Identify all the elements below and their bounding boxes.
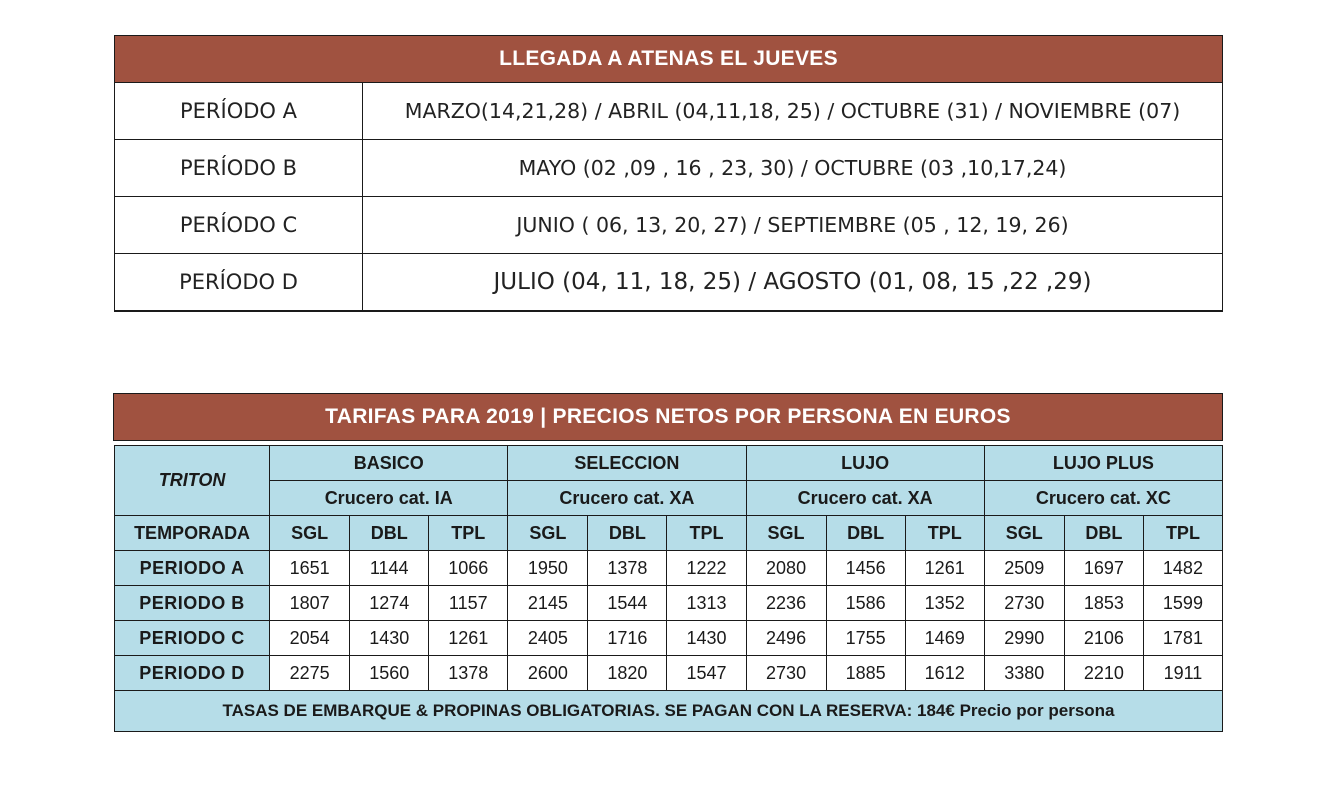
occupancy-header: DBL xyxy=(350,516,429,551)
price-cell: 1456 xyxy=(826,551,905,586)
price-row xyxy=(115,586,1223,621)
period-label: PERÍODO D xyxy=(115,254,363,312)
occupancy-header: DBL xyxy=(826,516,905,551)
price-cell: 1560 xyxy=(350,656,429,691)
price-cell: 2080 xyxy=(746,551,826,586)
occupancy-header: TPL xyxy=(905,516,984,551)
price-cell: 1261 xyxy=(905,551,984,586)
occupancy-header: SGL xyxy=(270,516,350,551)
period-label: PERIODO B xyxy=(115,586,270,621)
period-label: PERIODO A xyxy=(115,551,270,586)
arrival-header-row xyxy=(115,36,1223,83)
price-cell: 1544 xyxy=(588,586,667,621)
price-cell: 1651 xyxy=(270,551,350,586)
price-cell: 1482 xyxy=(1143,551,1222,586)
price-cell: 1547 xyxy=(667,656,746,691)
price-cell: 1781 xyxy=(1143,621,1222,656)
period-label: PERIODO C xyxy=(115,621,270,656)
occupancy-header: SGL xyxy=(746,516,826,551)
occupancy-header: SGL xyxy=(984,516,1064,551)
price-cell: 1807 xyxy=(270,586,350,621)
price-cell: 1274 xyxy=(350,586,429,621)
fees-note: TASAS DE EMBARQUE & PROPINAS OBLIGATORIAS. SE PAGAN CON LA RESERVA: 184€ Precio por persona xyxy=(115,691,1223,732)
cabin-category: Crucero cat. XA xyxy=(746,481,984,516)
price-cell: 1261 xyxy=(429,621,508,656)
arrival-row xyxy=(115,83,1223,140)
price-cell: 2236 xyxy=(746,586,826,621)
price-cell: 2496 xyxy=(746,621,826,656)
price-cell: 2730 xyxy=(746,656,826,691)
price-cell: 1378 xyxy=(429,656,508,691)
arrival-row xyxy=(115,140,1223,197)
price-cell: 2275 xyxy=(270,656,350,691)
price-cell: 1950 xyxy=(508,551,588,586)
rates-table xyxy=(114,445,1223,732)
price-cell: 1144 xyxy=(350,551,429,586)
rates-table-title: TARIFAS PARA 2019 | PRECIOS NETOS POR PERSONA EN EUROS xyxy=(113,393,1223,441)
arrival-table-title: LLEGADA A ATENAS EL JUEVES xyxy=(115,36,1223,83)
price-cell: 1885 xyxy=(826,656,905,691)
price-cell: 1586 xyxy=(826,586,905,621)
price-row xyxy=(115,656,1223,691)
price-cell: 1313 xyxy=(667,586,746,621)
occupancy-header: TPL xyxy=(667,516,746,551)
price-cell: 2990 xyxy=(984,621,1064,656)
period-dates: JUNIO ( 06, 13, 20, 27) / SEPTIEMBRE (05 , 12, 19, 26) xyxy=(363,197,1223,254)
occupancy-header: DBL xyxy=(588,516,667,551)
arrival-row xyxy=(115,197,1223,254)
cabin-category: Crucero cat. XA xyxy=(508,481,746,516)
price-cell: 1352 xyxy=(905,586,984,621)
price-cell: 1853 xyxy=(1064,586,1143,621)
category-name: LUJO xyxy=(746,446,984,481)
price-cell: 1820 xyxy=(588,656,667,691)
price-row xyxy=(115,621,1223,656)
occupancy-row xyxy=(115,516,1223,551)
cabin-row xyxy=(115,481,1223,516)
price-cell: 2730 xyxy=(984,586,1064,621)
arrival-row xyxy=(115,254,1223,312)
price-cell: 1222 xyxy=(667,551,746,586)
occupancy-header: TPL xyxy=(1143,516,1222,551)
period-label: PERIODO D xyxy=(115,656,270,691)
price-cell: 1755 xyxy=(826,621,905,656)
period-label: PERÍODO B xyxy=(115,140,363,197)
price-cell: 1469 xyxy=(905,621,984,656)
arrival-dates-table xyxy=(114,35,1223,312)
price-cell: 1599 xyxy=(1143,586,1222,621)
category-name: SELECCION xyxy=(508,446,746,481)
price-cell: 2405 xyxy=(508,621,588,656)
period-label: PERÍODO C xyxy=(115,197,363,254)
price-cell: 1612 xyxy=(905,656,984,691)
price-cell: 1066 xyxy=(429,551,508,586)
period-label: PERÍODO A xyxy=(115,83,363,140)
price-row xyxy=(115,551,1223,586)
price-cell: 1697 xyxy=(1064,551,1143,586)
price-cell: 1157 xyxy=(429,586,508,621)
price-cell: 1378 xyxy=(588,551,667,586)
price-cell: 1716 xyxy=(588,621,667,656)
footer-row xyxy=(115,691,1223,732)
price-cell: 3380 xyxy=(984,656,1064,691)
price-cell: 2106 xyxy=(1064,621,1143,656)
occupancy-header: TPL xyxy=(429,516,508,551)
price-cell: 2054 xyxy=(270,621,350,656)
category-name: LUJO PLUS xyxy=(984,446,1222,481)
cabin-category: Crucero cat. IA xyxy=(270,481,508,516)
category-name: BASICO xyxy=(270,446,508,481)
price-cell: 1911 xyxy=(1143,656,1222,691)
period-dates: JULIO (04, 11, 18, 25) / AGOSTO (01, 08, 15 ,22 ,29) xyxy=(363,254,1223,312)
period-dates: MAYO (02 ,09 , 16 , 23, 30) / OCTUBRE (03 ,10,17,24) xyxy=(363,140,1223,197)
occupancy-header: SGL xyxy=(508,516,588,551)
ship-name: TRITON xyxy=(115,446,270,516)
season-label: TEMPORADA xyxy=(115,516,270,551)
period-dates: MARZO(14,21,28) / ABRIL (04,11,18, 25) / OCTUBRE (31) / NOVIEMBRE (07) xyxy=(363,83,1223,140)
price-cell: 2509 xyxy=(984,551,1064,586)
price-cell: 2210 xyxy=(1064,656,1143,691)
price-cell: 2600 xyxy=(508,656,588,691)
occupancy-header: DBL xyxy=(1064,516,1143,551)
price-cell: 2145 xyxy=(508,586,588,621)
price-cell: 1430 xyxy=(667,621,746,656)
category-row xyxy=(115,446,1223,481)
price-cell: 1430 xyxy=(350,621,429,656)
cabin-category: Crucero cat. XC xyxy=(984,481,1222,516)
